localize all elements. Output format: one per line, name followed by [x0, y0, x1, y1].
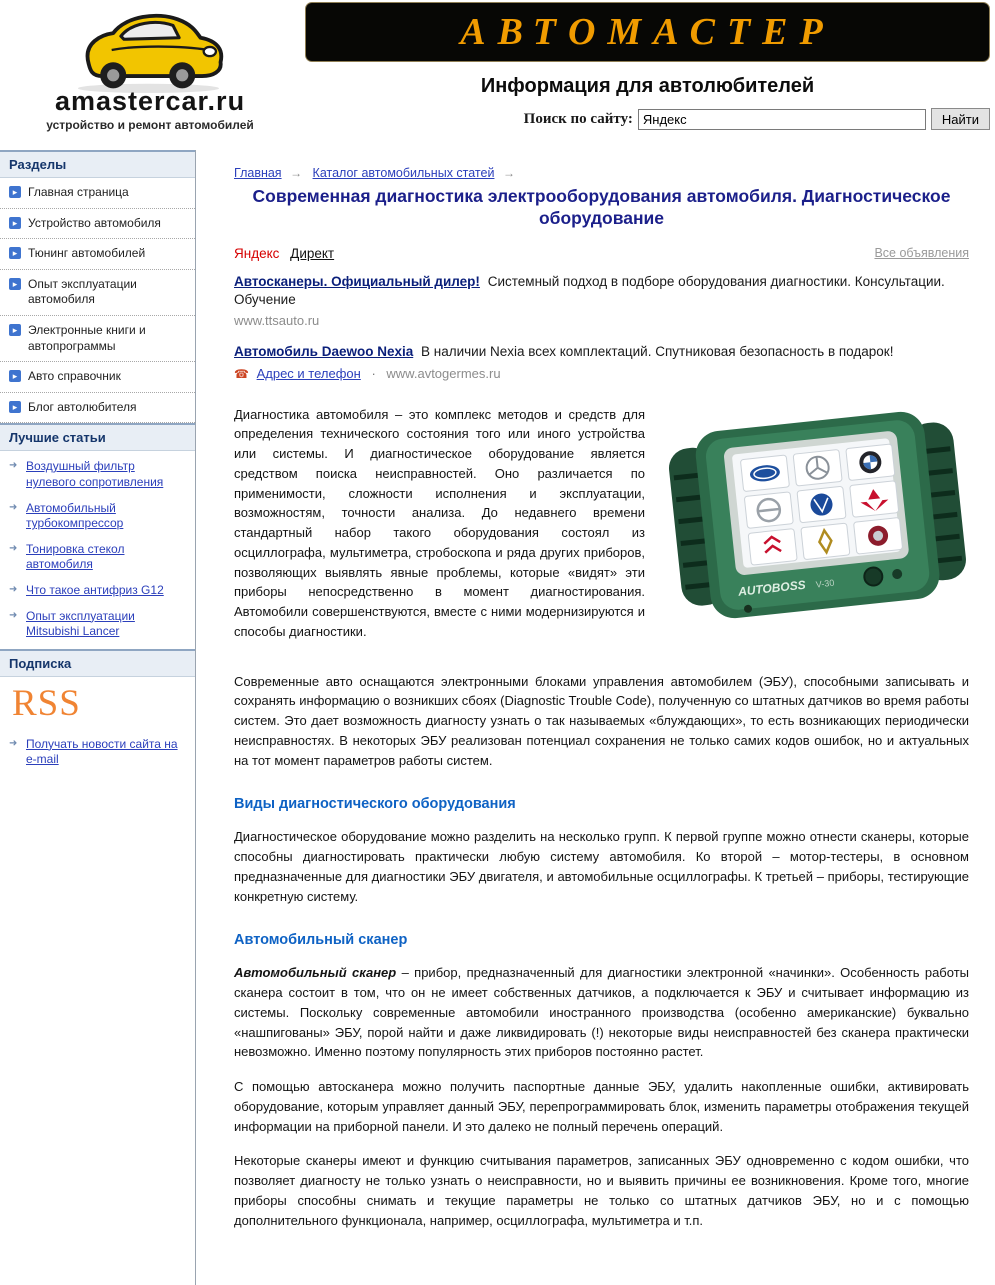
- ad-text: Системный подход в подборе оборудования диагностики. Консультации. Обучение: [234, 273, 945, 308]
- header-right: [305, 2, 995, 130]
- best-article-label: Автомобильный турбокомпрессор: [26, 500, 124, 531]
- ad-title-link[interactable]: Автосканеры. Официальный дилер!: [234, 273, 480, 289]
- arrow-icon: ➜: [9, 609, 18, 621]
- sidebar-item-experience[interactable]: [0, 270, 195, 316]
- sidebar-item-blog[interactable]: [0, 393, 195, 424]
- paragraph-ecu: Современные авто оснащаются электронными блоками управления автомобилем (ЭБУ), способными записывать и сохранять информацию о возникших сбоях (Diagnostic Trouble Code), полученную со штатных датчиков во время работы систем. Это дает возможность диагносту узнать о так называемых «блуждающих», то есть возникающих периодически неисправностях. В некоторых ЭБУ реализован потенциал сохранения не только самих кодов ошибок, но и актуальных на тот момент параметров работы систем.: [234, 673, 969, 768]
- best-article-label: Опыт эксплуатации Mitsubishi Lancer: [26, 608, 135, 639]
- article-intro: [234, 405, 969, 657]
- best-articles-list: [0, 451, 195, 648]
- paragraph-scanner: [234, 963, 969, 1062]
- best-article-link-antifreeze[interactable]: [0, 578, 195, 604]
- ad-contact-line: [234, 365, 969, 383]
- breadcrumb: [234, 166, 969, 180]
- best-article-link-tinting[interactable]: [0, 537, 195, 578]
- sidebar-item-reference[interactable]: [0, 362, 195, 393]
- ad-url: www.ttsauto.ru: [234, 313, 320, 328]
- ad-title-link[interactable]: Автомобиль Daewoo Nexia: [234, 343, 414, 359]
- bullet-icon: ▸: [9, 186, 21, 198]
- main-content: [196, 150, 995, 1285]
- sidebar-item-label: Устройство автомобиля: [28, 215, 161, 230]
- search-label: Поиск по сайту:: [523, 110, 633, 127]
- best-article-link-air-filter[interactable]: [0, 454, 195, 495]
- sidebar-item-label: Авто справочник: [28, 369, 121, 384]
- content-area: [0, 150, 995, 1285]
- site-subtitle: Информация для автолюбителей: [480, 75, 815, 97]
- search-button[interactable]: Найти: [931, 108, 990, 130]
- ad-url: www.avtogermes.ru: [386, 365, 501, 381]
- sidebar-item-label: Тюнинг автомобилей: [28, 246, 146, 261]
- phone-icon: ☎: [234, 366, 249, 381]
- ad-contact-link[interactable]: Адрес и телефон: [256, 365, 361, 381]
- yellow-car-icon: [0, 4, 300, 96]
- email-subscribe-link[interactable]: [0, 732, 195, 773]
- sidebar-item-car-structure[interactable]: [0, 209, 195, 240]
- section-heading-car-scanner: Автомобильный сканер: [234, 932, 408, 949]
- arrow-icon: ➜: [9, 460, 18, 472]
- arrow-icon: ➜: [9, 737, 18, 749]
- site-header: [0, 2, 995, 150]
- bullet-icon: ▸: [9, 401, 21, 413]
- bullet-icon: ▸: [9, 217, 21, 229]
- device-brand-label: AUTOBOSS: [737, 577, 807, 599]
- bullet-icon: ▸: [9, 247, 21, 259]
- site-logo[interactable]: [0, 2, 300, 150]
- search-bar: [305, 108, 990, 130]
- best-article-link-lancer[interactable]: [0, 604, 195, 645]
- sidebar-item-label: Электронные книги и автопрограммы: [28, 322, 146, 353]
- banner-title: АВТОМАСТЕР: [460, 11, 835, 53]
- yandex-direct-block: [234, 246, 969, 383]
- arrow-icon: ➜: [9, 501, 18, 513]
- site-tagline: устройство и ремонт автомобилей: [46, 118, 254, 132]
- site-name: amastercar.ru: [54, 86, 246, 116]
- banner: [305, 2, 990, 62]
- sidebar-best-title: Лучшие статьи: [0, 423, 195, 451]
- page: [0, 2, 995, 1285]
- paragraph-intro: Диагностика автомобиля – это комплекс методов и средств для определения технического состояния того или иного устройства или системы. И диагностическое оборудование является средством поиска неисправностей. Оно различается по применимости, сложности исполнения и эксплуатации, возможностям, точности анализа. До недавнего времени стандартный набор такого оборудования состоял из осциллографа, мультиметра, стробоскопа и ряда других приборов, позволяющих выявлять явные проблемы, которые «видят» эти приборы непосредственно в момент диагностирования. Автомобили совершенствуются, вместе с ними модернизируются и способы диагностики.: [234, 406, 645, 639]
- page-title: Современная диагностика электрооборудования автомобиля. Диагностическое оборудование: [252, 186, 951, 228]
- sidebar-item-ebooks[interactable]: [0, 316, 195, 362]
- email-subscribe-label: Получать новости сайта на e-mail: [26, 736, 178, 767]
- sidebar-item-label: Опыт эксплуатации автомобиля: [28, 276, 137, 307]
- ads-header: [234, 246, 969, 261]
- sidebar-item-label: Блог автолюбителя: [28, 399, 137, 414]
- best-article-label: Воздушный фильтр нулевого сопротивления: [26, 459, 164, 489]
- search-input[interactable]: [638, 109, 926, 130]
- best-article-link-turbo[interactable]: [0, 496, 195, 537]
- sidebar-item-label: Главная страница: [28, 185, 129, 199]
- scanner-rest-text: – прибор, предназначенный для диагностики электронной «начинки». Особенность работы сканера состоит в том, что он не имеет собственных датчиков, а подключается к ЭБУ и считывает информацию из системы. Поскольку современные автомобили иностранного производства (особенно американские) буквально «нашпигованы» ЭБУ, порой найти и даже ликвидировать (!) некоторые виды неисправностей без сканера практически невозможно. Именно поэтому популярность этих приборов постоянно растет.: [234, 965, 969, 1060]
- breadcrumb-arrow-icon: →: [290, 166, 303, 180]
- breadcrumb-arrow-icon: →: [502, 166, 515, 180]
- paragraph-scanner-params: Некоторые сканеры имеют и функцию считывания параметров, записанных ЭБУ одновременно с кодом ошибки, что позволяет диагносту не только узнать о неисправности, но и выявить причины ее возникновения. Кроме того, многие приборы способны снимать и текущие параметры не только со штатных датчиков ЭБУ, но и с помощью дополнительного функционала, например, осциллографа, мультиметра и т.п.: [234, 1153, 969, 1228]
- yandex-logo[interactable]: Яндекс: [234, 245, 280, 261]
- arrow-icon: ➜: [9, 542, 18, 554]
- sidebar: [0, 150, 196, 1285]
- dot-separator: ·: [371, 365, 376, 381]
- device-model-label: V-30: [815, 577, 835, 590]
- bullet-icon: ▸: [9, 278, 21, 290]
- bullet-icon: ▸: [9, 324, 21, 336]
- scanner-lead-text: Автомобильный сканер: [234, 965, 397, 981]
- all-ads-link[interactable]: Все объявления: [874, 245, 969, 260]
- breadcrumb-catalog-link[interactable]: Каталог автомобильных статей: [312, 166, 495, 180]
- sidebar-subscribe-title: Подписка: [0, 649, 195, 677]
- best-article-label: Что такое антифриз G12: [26, 582, 164, 597]
- arrow-icon: ➜: [9, 583, 18, 595]
- paragraph-groups: Диагностическое оборудование можно разделить на несколько групп. К первой группе можно отнести сканеры, которые способны диагностировать практически любую систему автомобиля. Ко второй – мотор-тестеры, в основном предназначенные для диагностики ЭБУ двигателя, и автомобильные осциллографы. К третьей – приборы, тестирующие конкретную систему.: [234, 829, 969, 904]
- rss-link[interactable]: RSS: [12, 682, 81, 724]
- sidebar-item-home[interactable]: [0, 178, 195, 209]
- diagnostic-device-image: [667, 405, 969, 633]
- section-heading-equipment-types: Виды диагностического оборудования: [234, 796, 516, 813]
- paragraph-scanner-uses: С помощью автосканера можно получить паспортные данные ЭБУ, удалить накопленные ошибки, активировать оборудование, которым управляет данный ЭБУ, перепрограммировать блок, изменить параметры отображения текущей информации на приборной панели. И это далеко не полный перечень операций.: [234, 1079, 969, 1134]
- sidebar-item-tuning[interactable]: [0, 239, 195, 270]
- breadcrumb-home-link[interactable]: Главная: [234, 166, 282, 180]
- sidebar-sections-title: Разделы: [0, 150, 195, 178]
- direct-link[interactable]: Директ: [290, 245, 335, 261]
- ad-item-autoscanners: [234, 273, 969, 330]
- bullet-icon: ▸: [9, 370, 21, 382]
- ad-item-daewoo-nexia: [234, 343, 969, 383]
- best-article-label: Тонировка стекол автомобиля: [26, 541, 125, 572]
- ad-text: В наличии Nexia всех комплектаций. Спутниковая безопасность в подарок!: [421, 343, 894, 359]
